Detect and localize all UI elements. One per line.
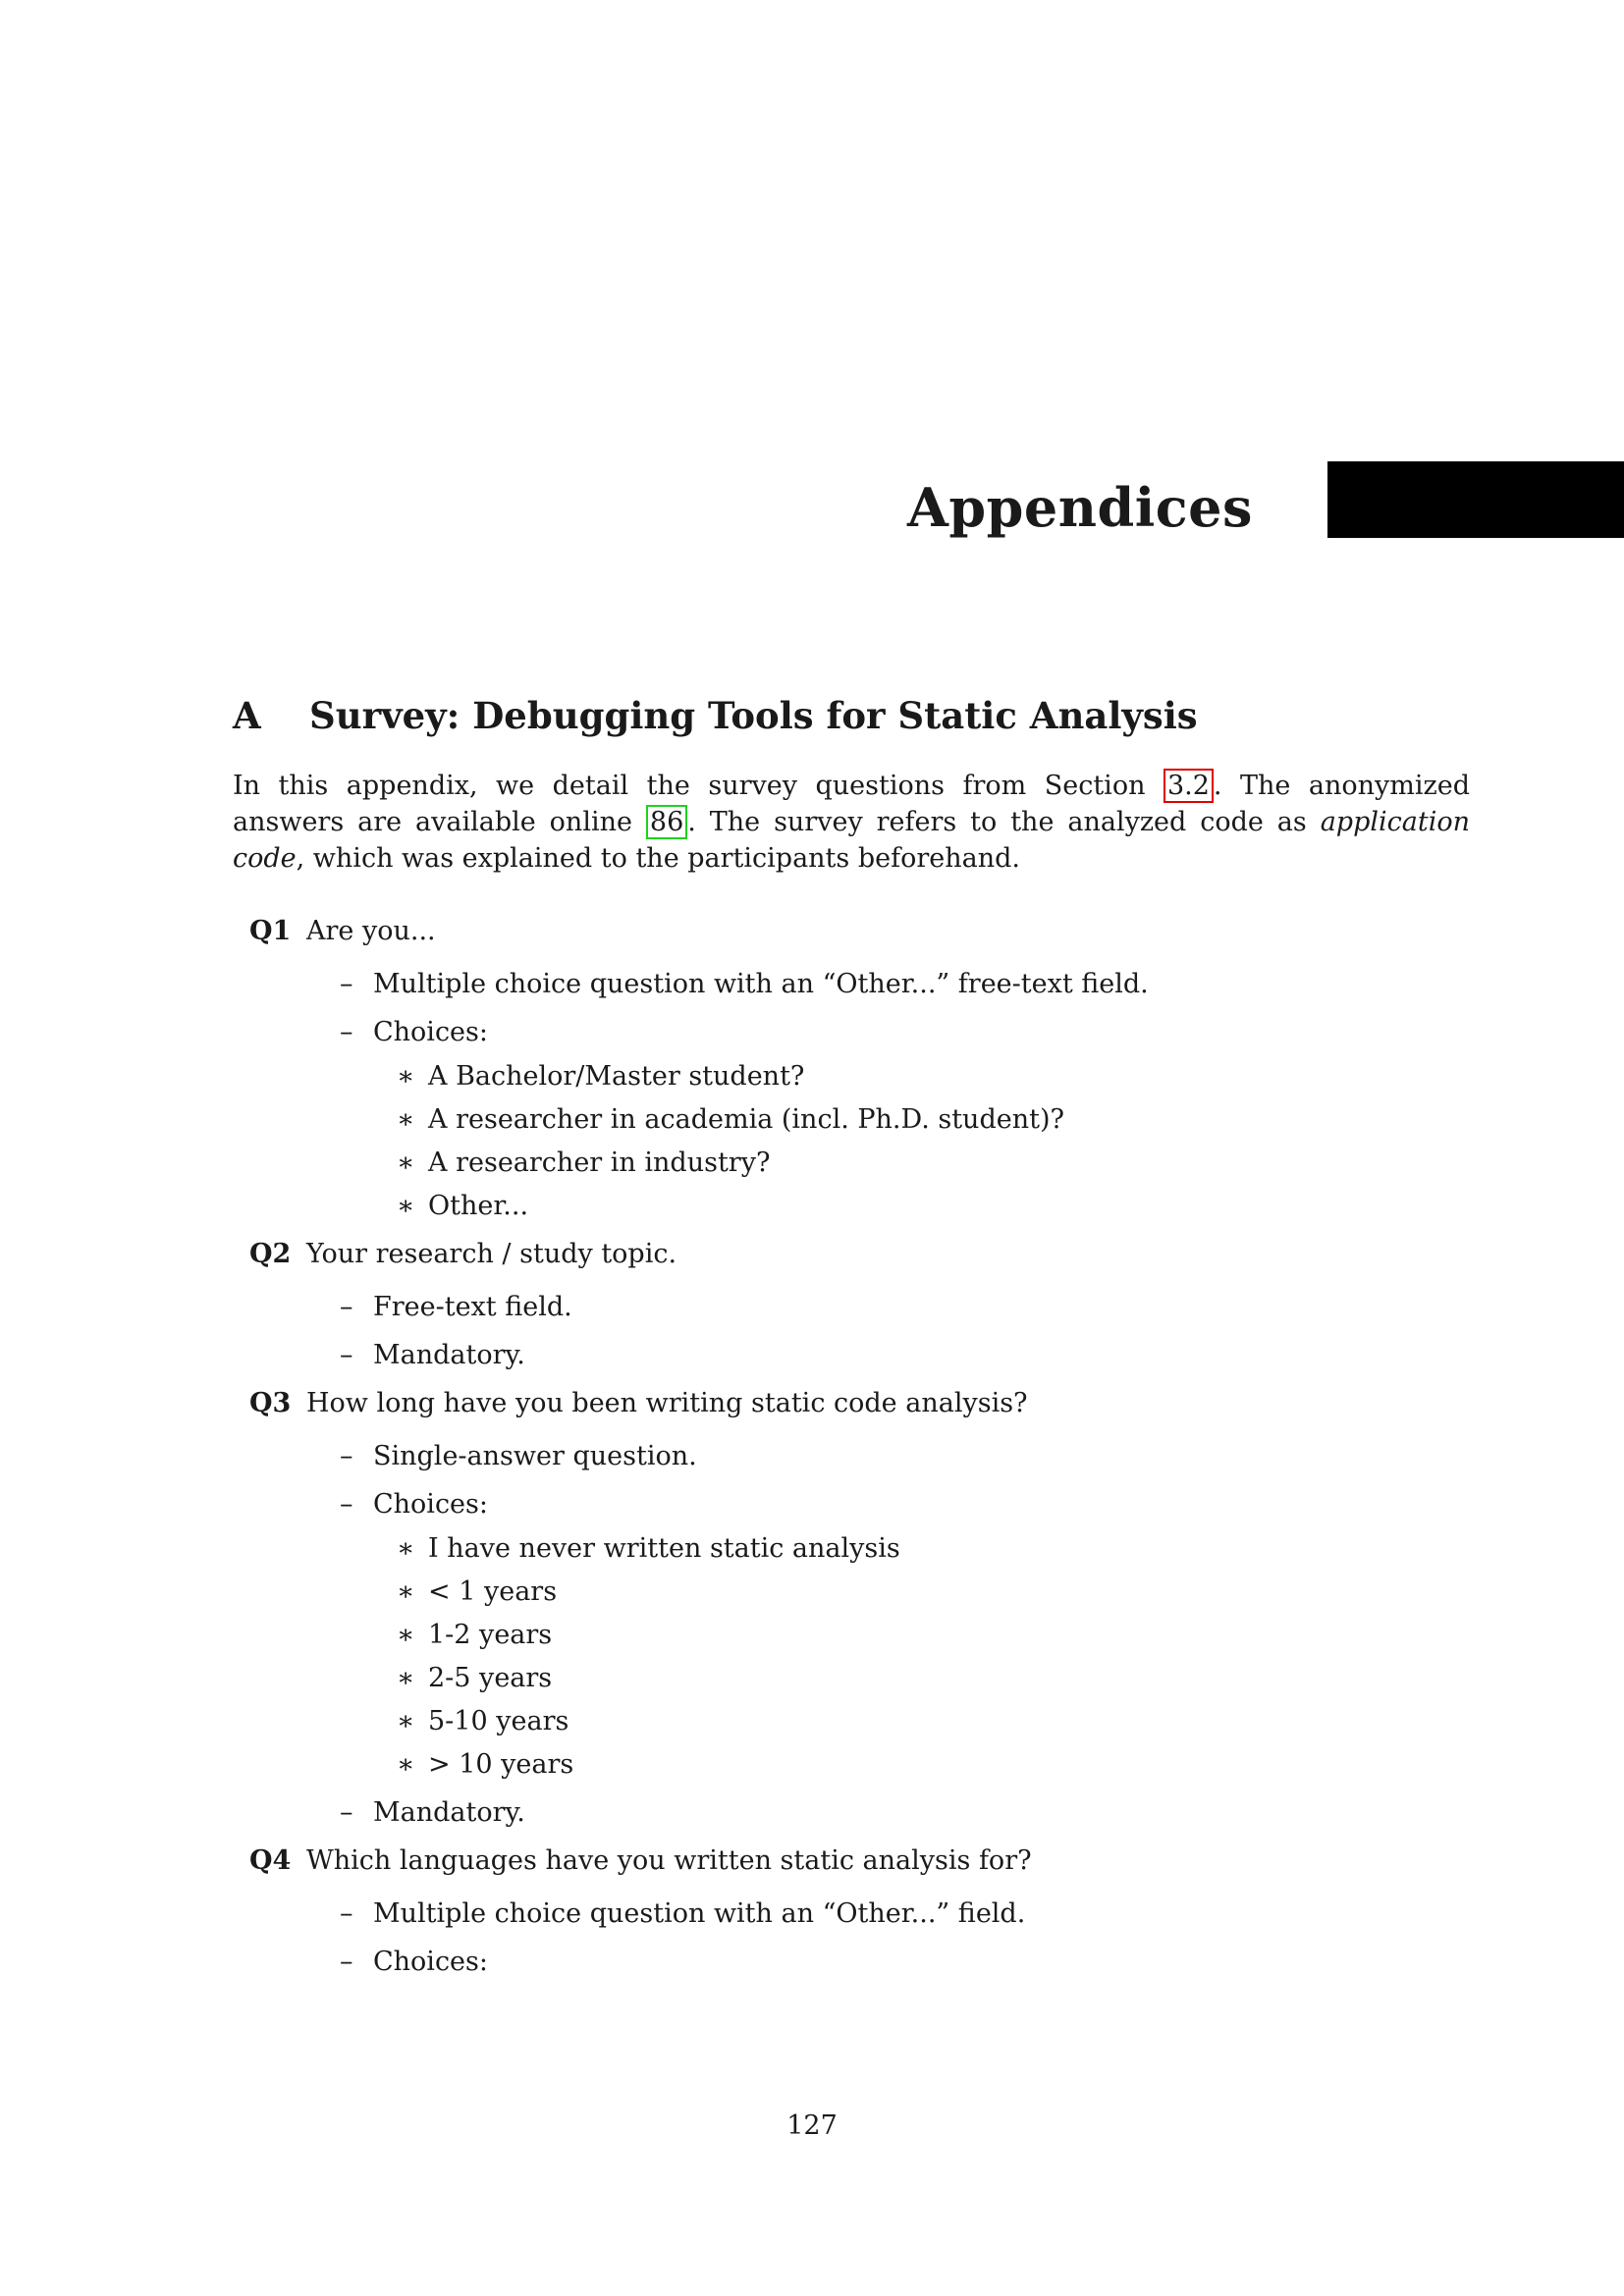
question-line: [249, 1236, 1467, 1272]
question-detail-item: [340, 1289, 1467, 1325]
star-bullet: ∗: [397, 1620, 415, 1650]
detail-text: Multiple choice question with an “Other...” field.: [373, 1898, 1026, 1929]
section-heading: [233, 694, 1198, 737]
choice-text: I have never written static analysis: [428, 1533, 900, 1564]
detail-text: Choices:: [373, 1017, 488, 1047]
detail-text: Choices:: [373, 1947, 488, 1977]
dash-bullet: –: [340, 1017, 353, 1047]
intro-emphasis: application code: [233, 807, 1470, 874]
question-text: Are you...: [306, 916, 436, 946]
survey-question: [249, 1236, 1467, 1373]
question-detail-item: [340, 1896, 1467, 1932]
survey-question: [249, 1842, 1467, 1980]
dash-bullet: –: [340, 1441, 353, 1471]
dash-bullet: –: [340, 1489, 353, 1520]
choice-item: [397, 1746, 1467, 1783]
detail-text: Free-text field.: [373, 1292, 572, 1322]
choice-text: < 1 years: [428, 1576, 558, 1607]
dash-bullet: –: [340, 969, 353, 999]
star-bullet: ∗: [397, 1104, 415, 1135]
intro-text: . The survey refers to the analyzed code as: [687, 807, 1321, 837]
detail-text: Mandatory.: [373, 1797, 525, 1828]
choice-list: [397, 1530, 1467, 1783]
question-details-list: [340, 1438, 1467, 1831]
question-detail-item: [340, 966, 1467, 1002]
question-number: Q1: [249, 916, 292, 946]
dash-bullet: –: [340, 1797, 353, 1828]
star-bullet: ∗: [397, 1148, 415, 1178]
dash-bullet: –: [340, 1947, 353, 1977]
question-line: [249, 913, 1467, 949]
question-text: Which languages have you written static analysis for?: [306, 1845, 1032, 1876]
choice-item: [397, 1617, 1467, 1653]
question-number: Q2: [249, 1239, 292, 1269]
chapter-thumb-tab: [1327, 461, 1624, 538]
question-detail-item: [340, 1486, 1467, 1783]
question-number: Q3: [249, 1388, 292, 1418]
choice-text: 2-5 years: [428, 1663, 553, 1693]
dash-bullet: –: [340, 1340, 353, 1370]
question-detail-item: [340, 1794, 1467, 1831]
choice-list: [397, 1058, 1467, 1224]
question-line: [249, 1385, 1467, 1421]
choice-text: A Bachelor/Master student?: [428, 1061, 805, 1092]
detail-text: Multiple choice question with an “Other...” free-text field.: [373, 969, 1149, 999]
question-detail-item: [340, 1944, 1467, 1980]
question-detail-item: [340, 1337, 1467, 1373]
detail-text: Choices:: [373, 1489, 488, 1520]
star-bullet: ∗: [397, 1061, 415, 1092]
detail-text: Single-answer question.: [373, 1441, 697, 1471]
choice-item: [397, 1703, 1467, 1739]
survey-question: [249, 1385, 1467, 1831]
choice-text: Other...: [428, 1191, 529, 1221]
dash-bullet: –: [340, 1292, 353, 1322]
question-details-list: [340, 966, 1467, 1224]
choice-item: [397, 1530, 1467, 1567]
question-list: [249, 913, 1467, 1992]
choice-text: 5-10 years: [428, 1706, 569, 1736]
star-bullet: ∗: [397, 1191, 415, 1221]
choice-text: > 10 years: [428, 1749, 574, 1780]
star-bullet: ∗: [397, 1663, 415, 1693]
question-detail-item: [340, 1014, 1467, 1224]
question-details-list: [340, 1896, 1467, 1980]
choice-text: A researcher in academia (incl. Ph.D. student)?: [428, 1104, 1064, 1135]
intro-text: In this appendix, we detail the survey questions from Section: [233, 771, 1164, 801]
question-text: Your research / study topic.: [306, 1239, 677, 1269]
choice-item: [397, 1145, 1467, 1181]
intro-paragraph: [233, 768, 1470, 877]
choice-item: [397, 1188, 1467, 1224]
question-details-list: [340, 1289, 1467, 1373]
choice-text: A researcher in industry?: [428, 1148, 771, 1178]
question-number: Q4: [249, 1845, 292, 1876]
star-bullet: ∗: [397, 1706, 415, 1736]
detail-text: Mandatory.: [373, 1340, 525, 1370]
intro-text: . The anonymized answers are available online: [233, 771, 1470, 837]
question-detail-item: [340, 1438, 1467, 1474]
star-bullet: ∗: [397, 1576, 415, 1607]
chapter-title: Appendices: [907, 476, 1253, 539]
dash-bullet: –: [340, 1898, 353, 1929]
choice-item: [397, 1058, 1467, 1095]
star-bullet: ∗: [397, 1533, 415, 1564]
citation-link[interactable]: 86: [646, 805, 687, 839]
choice-text: 1-2 years: [428, 1620, 553, 1650]
section-reference-link[interactable]: 3.2: [1164, 769, 1214, 803]
choice-item: [397, 1574, 1467, 1610]
intro-text: , which was explained to the participants beforehand.: [296, 843, 1020, 874]
choice-item: [397, 1660, 1467, 1696]
question-line: [249, 1842, 1467, 1879]
survey-question: [249, 913, 1467, 1224]
star-bullet: ∗: [397, 1749, 415, 1780]
section-number: A: [233, 694, 261, 737]
section-title: Survey: Debugging Tools for Static Analysis: [309, 694, 1198, 737]
choice-item: [397, 1101, 1467, 1138]
question-text: How long have you been writing static code analysis?: [306, 1388, 1028, 1418]
page-number: 127: [786, 2110, 838, 2141]
